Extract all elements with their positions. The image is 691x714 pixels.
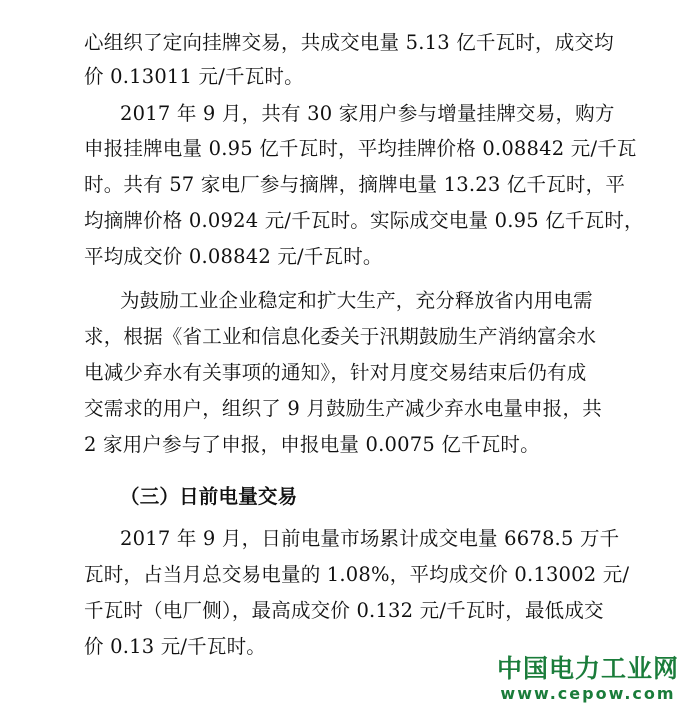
text-line: 均摘牌价格 0.0924 元/千瓦时。实际成交电量 0.95 亿千瓦时， — [84, 209, 644, 232]
text-line: 时。共有 57 家电厂参与摘牌，摘牌电量 13.23 亿千瓦时，平 — [84, 173, 626, 196]
text-line: 2017 年 9 月，日前电量市场累计成交电量 6678.5 万千 — [120, 527, 620, 550]
text-line: 电减少弃水有关事项的通知》，针对月度交易结束后仍有成 — [84, 361, 587, 384]
watermark-url: www.cepow.com — [500, 684, 676, 703]
text-line: 平均成交价 0.08842 元/千瓦时。 — [84, 245, 383, 268]
text-line: 千瓦时（电厂侧），最高成交价 0.132 元/千瓦时，最低成交 — [84, 599, 604, 622]
text-line: 申报挂牌电量 0.95 亿千瓦时，平均挂牌价格 0.08842 元/千瓦 — [84, 137, 637, 160]
text-line: 价 0.13011 元/千瓦时。 — [84, 65, 304, 88]
text-line: 价 0.13 元/千瓦时。 — [84, 635, 266, 658]
text-line: 心组织了定向挂牌交易，共成交电量 5.13 亿千瓦时，成交均 — [84, 31, 614, 54]
text-line: 瓦时，占当月总交易电量的 1.08%，平均成交价 0.13002 元/ — [84, 563, 630, 586]
text-line: 2 家用户参与了申报，申报电量 0.0075 亿千瓦时。 — [84, 433, 540, 456]
text-line: 2017 年 9 月，共有 30 家用户参与增量挂牌交易，购方 — [120, 102, 615, 125]
text-line: 交需求的用户，组织了 9 月鼓励生产减少弃水电量申报，共 — [84, 397, 602, 420]
watermark-name: 中国电力工业网 — [496, 654, 679, 683]
text-line: 为鼓励工业企业稳定和扩大生产，充分释放省内用电需 — [120, 289, 593, 312]
section-heading: （三）日前电量交易 — [120, 485, 298, 508]
site-watermark — [497, 654, 679, 704]
text-line: 求，根据《省工业和信息化委关于汛期鼓励生产消纳富余水 — [84, 325, 597, 348]
